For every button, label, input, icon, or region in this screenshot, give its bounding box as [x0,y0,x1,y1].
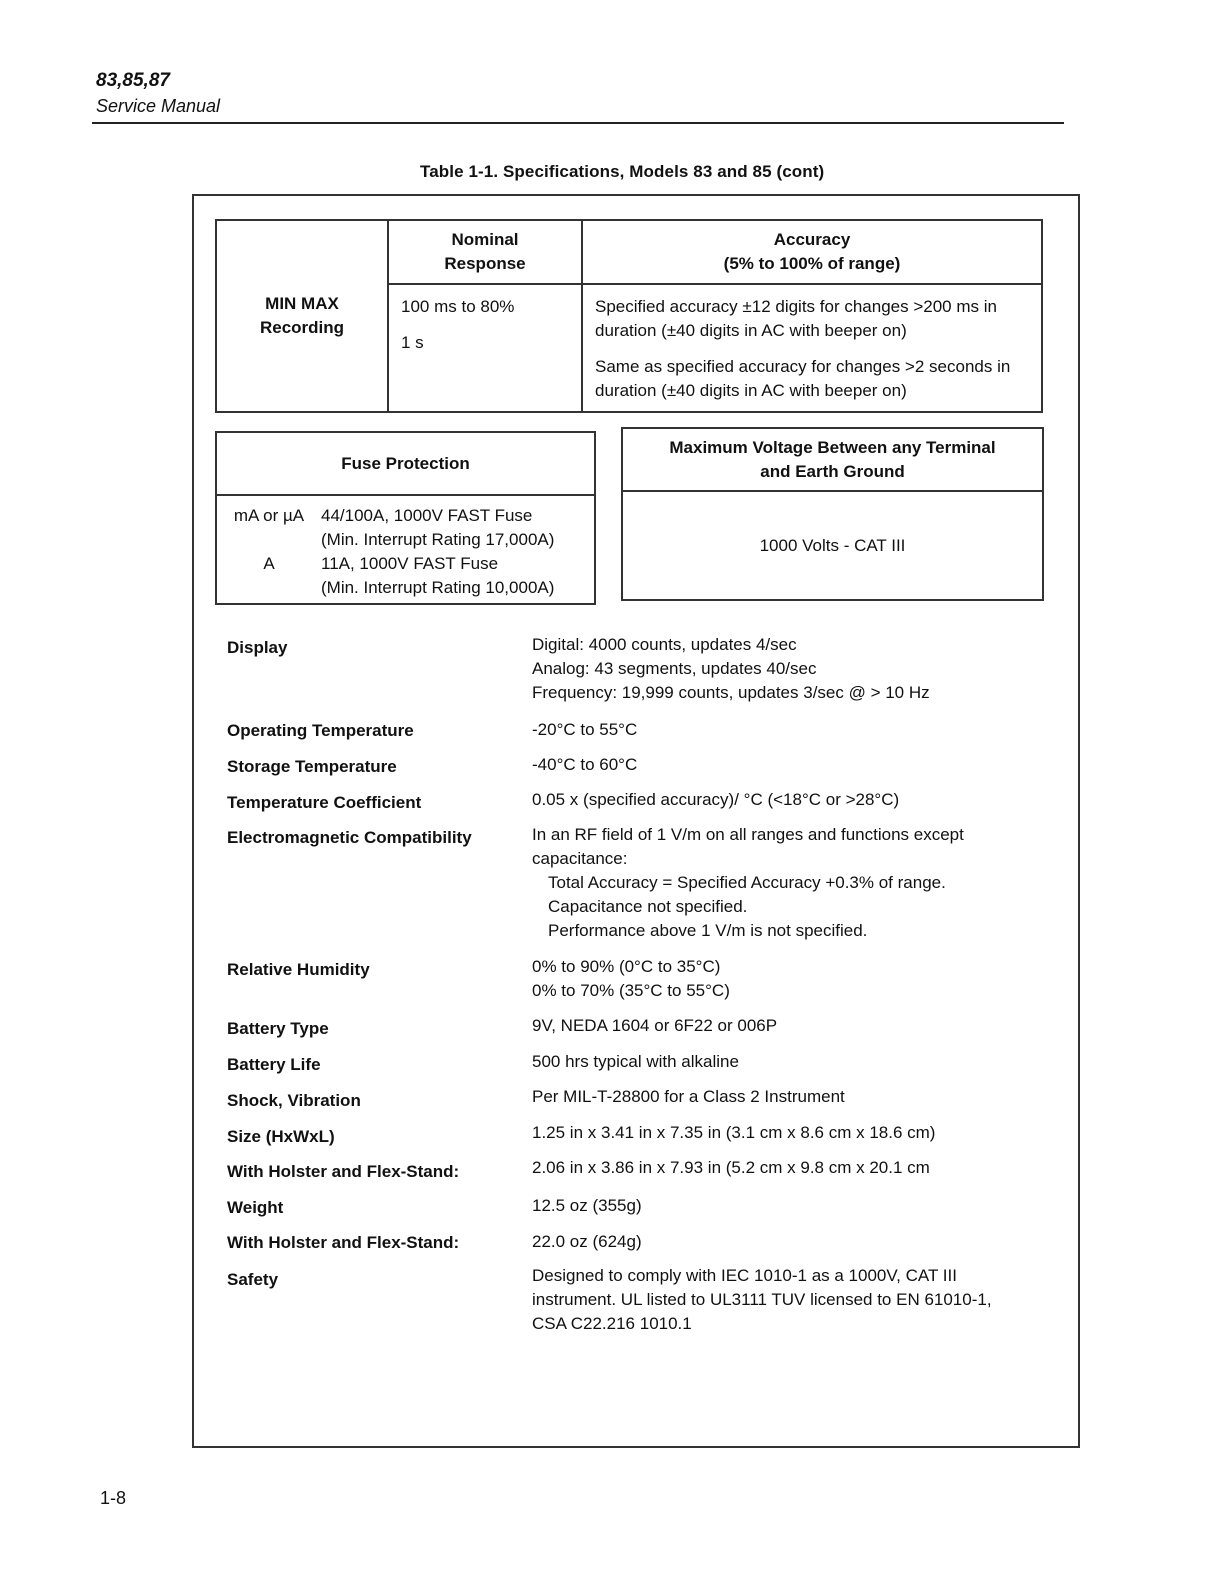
spec-value-weight-with-holster: 22.0 oz (624g) [532,1232,642,1251]
spec-value-size-with-holster: 2.06 in x 3.86 in x 7.93 in (5.2 cm x 9.8 cm x 20.1 cm [532,1158,930,1177]
spec-value-relative-humidity: 0% to 90% (0°C to 35°C) 0% to 70% (35°C to 55°C) [532,957,730,1000]
fuse-rating: 44/100A, 1000V FAST Fuse [321,506,533,525]
spec-label-safety: Safety [227,1270,279,1289]
spec-label-display: Display [227,638,288,657]
accuracy-text: Specified accuracy ±12 digits for changes >200 ms in [595,297,997,316]
max-voltage-table [621,427,1044,601]
table-title: Table 1-1. Specifications, Models 83 and 85 (cont) [420,162,825,181]
max-voltage-header [623,429,1042,492]
spec-value-operating-temperature: -20°C to 55°C [532,720,638,739]
spec-label-electromagnetic-compatibility: Electromagnetic Compatibility [227,828,472,847]
accuracy-cell [582,284,1042,412]
spec-value-battery-life: 500 hrs typical with alkaline [532,1052,739,1071]
accuracy-header [582,220,1042,284]
fuse-interrupt-rating: (Min. Interrupt Rating 17,000A) [321,530,555,549]
accuracy-header-line1: Accuracy [773,230,851,249]
max-voltage-header-line1: Maximum Voltage Between any Terminal [669,437,996,457]
fuse-interrupt-rating: (Min. Interrupt Rating 10,000A) [321,578,555,597]
spec-label-battery-life: Battery Life [227,1055,321,1074]
spec-label-relative-humidity: Relative Humidity [227,960,370,979]
fuse-protection-header: Fuse Protection [217,433,594,496]
spec-label-storage-temperature: Storage Temperature [227,757,397,776]
min-max-label [216,220,388,412]
spec-value-display: Digital: 4000 counts, updates 4/sec Analog: 43 segments, updates 40/sec Frequency: 19,999 counts, updates 3/sec @ > 10 Hz [532,635,930,702]
accuracy-text: duration (±40 digits in AC with beeper on) [595,321,907,340]
spec-label-operating-temperature: Operating Temperature [227,721,414,740]
spec-value-size: 1.25 in x 3.41 in x 7.35 in (3.1 cm x 8.6 cm x 18.6 cm) [532,1123,936,1142]
min-max-label-line1: MIN MAX [265,294,339,313]
max-voltage-value: 1000 Volts - CAT III [759,536,906,555]
accuracy-text: duration (±40 digits in AC with beeper on) [595,381,907,400]
spec-label-battery-type: Battery Type [227,1019,329,1038]
spec-label-weight: Weight [227,1198,284,1217]
response-value: 100 ms to 80% [401,297,515,316]
spec-label-weight-with-holster: With Holster and Flex-Stand: [227,1233,460,1252]
spec-label-size: Size (HxWxL) [227,1127,335,1146]
spec-value-safety: Designed to comply with IEC 1010-1 as a 1000V, CAT III instrument. UL listed to UL3111 TUV licensed to EN 61010-1, CSA C22.216 1010.1 [532,1266,992,1333]
spec-value-electromagnetic-compatibility: In an RF field of 1 V/m on all ranges and functions except capacitance: Total Accuracy = Specified Accuracy +0.3% of range. Capacitance not specified. Performance above 1 V/m is not specified. [532,825,964,940]
header-rule [92,122,1064,124]
spec-value-temperature-coefficient: 0.05 x (specified accuracy)/ °C (<18°C or >28°C) [532,790,900,809]
page-number: 1-8 [100,1488,127,1508]
spec-label-size-with-holster: With Holster and Flex-Stand: [227,1162,460,1181]
max-voltage-header-line2: and Earth Ground [760,461,905,481]
fuse-label: mA or µA [233,506,305,525]
nominal-response-header [388,220,582,284]
min-max-recording-table [215,219,1043,413]
fuse-label: A [263,554,275,573]
spec-label-temperature-coefficient: Temperature Coefficient [227,793,422,812]
spec-value-shock-vibration: Per MIL-T-28800 for a Class 2 Instrument [532,1087,845,1106]
manual-models: 83,85,87 [96,70,170,91]
spec-value-battery-type: 9V, NEDA 1604 or 6F22 or 006P [532,1016,778,1035]
spec-value-storage-temperature: -40°C to 60°C [532,755,638,774]
min-max-label-line2: Recording [259,318,345,337]
spec-value-weight: 12.5 oz (355g) [532,1196,642,1215]
fuse-row [217,552,594,600]
nominal-response-header-line1: Nominal [451,230,519,249]
accuracy-text: Same as specified accuracy for changes >2 seconds in [595,357,1011,376]
nominal-response-header-line2: Response [444,254,526,273]
spec-label-shock-vibration: Shock, Vibration [227,1091,361,1110]
fuse-rating: 11A, 1000V FAST Fuse [321,554,499,573]
response-value: 1 s [401,333,424,352]
accuracy-header-line2: (5% to 100% of range) [723,254,901,273]
fuse-row [217,504,594,552]
fuse-protection-table [215,431,596,605]
response-cell [388,284,582,412]
manual-title: Service Manual [96,96,221,116]
